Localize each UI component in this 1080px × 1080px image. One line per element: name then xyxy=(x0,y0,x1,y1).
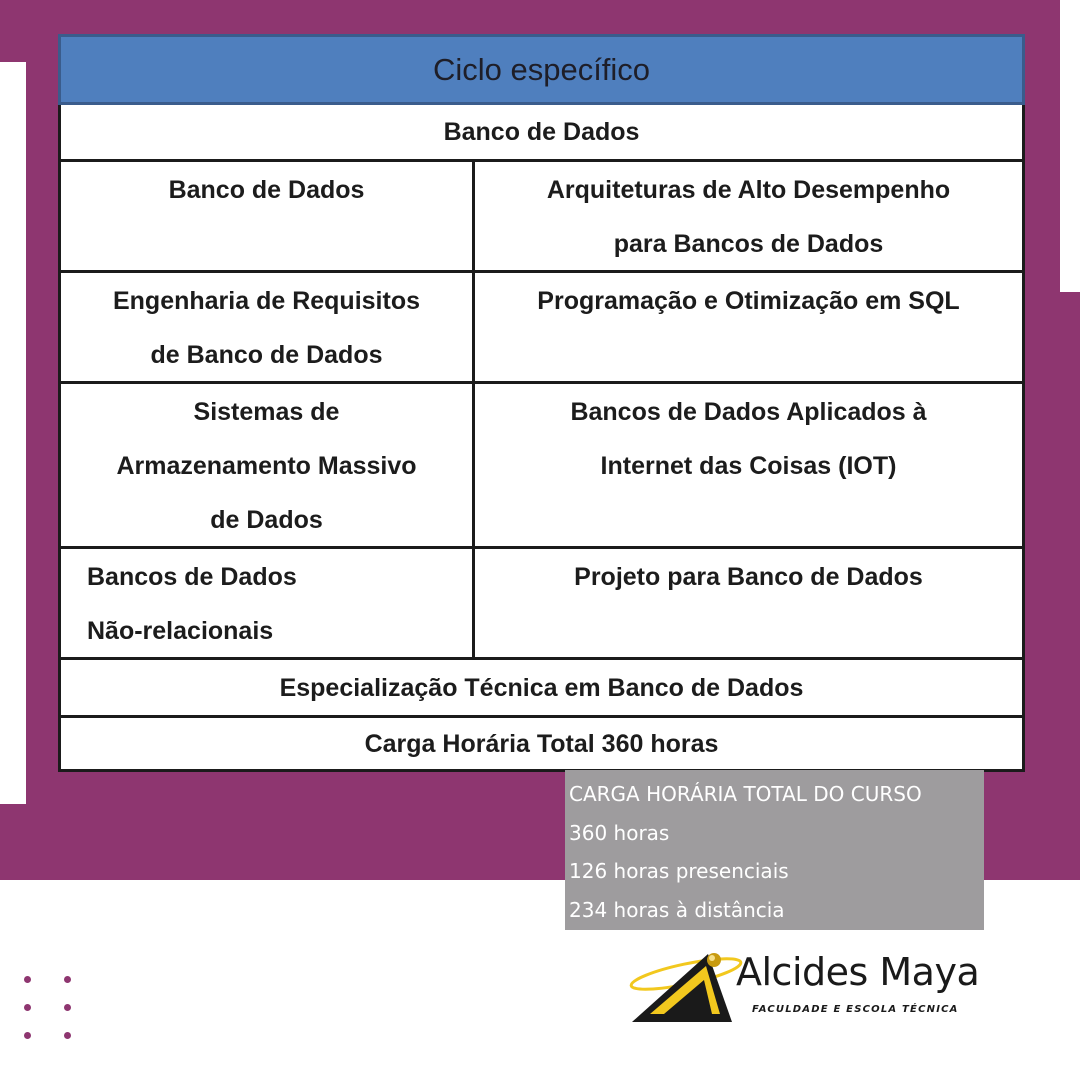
course-cell xyxy=(60,161,474,272)
course-cell xyxy=(474,272,1024,383)
course-hours-title: CARGA HORÁRIA TOTAL DO CURSO xyxy=(569,782,922,806)
curriculum-table xyxy=(58,34,1025,772)
course-name-line: Armazenamento Massivo xyxy=(116,452,417,480)
course-cell xyxy=(474,161,1024,272)
course-name-line: Internet das Coisas (IOT) xyxy=(600,452,897,480)
course-hours-box xyxy=(565,770,984,930)
total-hours-row: Carga Horária Total 360 horas xyxy=(60,717,1024,771)
course-hours-total: 360 horas xyxy=(569,820,670,845)
course-name-line: Projeto para Banco de Dados xyxy=(574,563,923,591)
table-header: Ciclo específico xyxy=(60,36,1024,104)
dot xyxy=(24,1032,31,1039)
course-cell xyxy=(60,383,474,548)
course-name-line: para Bancos de Dados xyxy=(613,230,884,258)
right-white-strip xyxy=(1060,0,1080,292)
course-cell xyxy=(60,548,474,659)
alcides-maya-logo xyxy=(628,944,980,1026)
course-hours-presencial: 126 horas presenciais xyxy=(569,859,789,883)
course-name-line: Engenharia de Requisitos xyxy=(112,287,420,315)
course-name-line: Bancos de Dados Aplicados à xyxy=(570,398,927,426)
logo-name: Alcides Maya xyxy=(736,950,980,994)
logo-tagline: FACULDADE E ESCOLA TÉCNICA xyxy=(752,1004,959,1015)
course-name-line: de Dados xyxy=(210,506,323,534)
specialization-row: Especialização Técnica em Banco de Dados xyxy=(60,659,1024,717)
dot xyxy=(24,1004,31,1011)
dot xyxy=(64,976,71,983)
course-cell xyxy=(60,272,474,383)
dot xyxy=(64,1004,71,1011)
course-name-line: Bancos de Dados xyxy=(87,563,297,591)
course-name-line: de Banco de Dados xyxy=(150,341,383,369)
dot xyxy=(64,1032,71,1039)
course-hours-distancia: 234 horas à distância xyxy=(569,897,785,922)
course-name-line: Banco de Dados xyxy=(168,176,365,204)
table-subheader: Banco de Dados xyxy=(60,104,1024,161)
course-cell xyxy=(474,383,1024,548)
left-white-strip xyxy=(0,62,26,804)
logo-mark-icon xyxy=(628,944,748,1026)
dot xyxy=(24,976,31,983)
course-name-line: Programação e Otimização em SQL xyxy=(537,287,960,315)
course-name-line: Arquiteturas de Alto Desempenho xyxy=(546,176,951,204)
course-name-line: Não-relacionais xyxy=(87,617,274,645)
course-name-line: Sistemas de xyxy=(193,398,340,426)
course-cell xyxy=(474,548,1024,659)
